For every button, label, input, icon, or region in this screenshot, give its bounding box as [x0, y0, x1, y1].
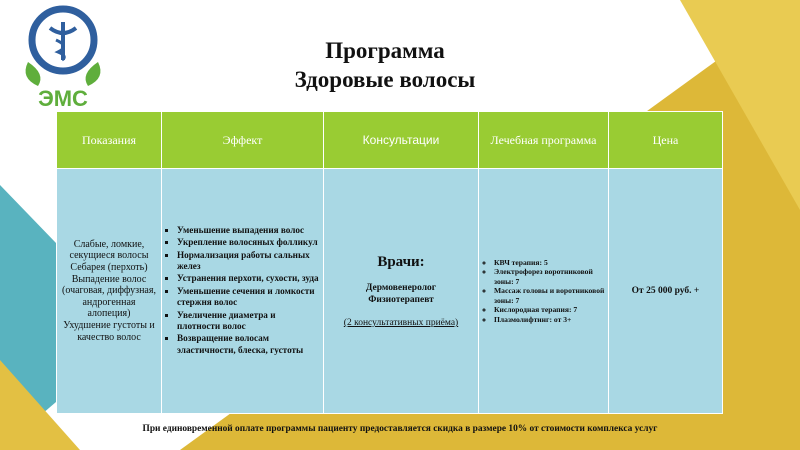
header-effect: Эффект	[162, 112, 324, 169]
doctors-heading: Врачи:	[377, 253, 425, 270]
indication-line: Себарея (перхоть)	[70, 262, 148, 274]
therapy-item: ◦ Плазмолифтинг: от 3+	[494, 315, 605, 324]
header-price: Цена	[609, 112, 723, 169]
therapy-item: ◦ КВЧ терапия: 5	[494, 258, 605, 267]
therapy-item: ◦ Кислородная терапия: 7	[494, 305, 605, 314]
indication-line: (очаговая, диффузная,	[62, 285, 156, 297]
header-therapy-program: Лечебная программа	[479, 112, 609, 169]
effect-item: ▪ Возвращение волосам эластичности, блеска, густоты	[177, 333, 320, 356]
effect-item: ▪ Устранения перхоти, сухости, зуда	[177, 273, 320, 284]
effects-list	[165, 225, 320, 356]
title-line-2: Здоровые волосы	[294, 67, 476, 92]
logo-text: ЭМС	[38, 86, 88, 110]
effect-item: ▪ Уменьшение сечения и ломкости стержня волос	[177, 286, 320, 309]
left-leaf-icon	[26, 62, 41, 86]
indication-line: Выпадение волос	[71, 273, 147, 285]
indications-cell	[57, 169, 162, 414]
page-title	[230, 36, 540, 94]
effect-item: ▪ Увеличение диаметра и плотности волос	[177, 310, 320, 333]
therapy-cell	[479, 169, 609, 414]
indication-line: андрогенная	[82, 296, 136, 308]
discount-footnote: При единовременной оплате программы пациенту предоставляется скидка в размере 10% от стоимости комплекса услуг	[142, 424, 658, 434]
table-header-row	[57, 112, 723, 169]
consultation-count: (2 консультативных приёма)	[343, 318, 459, 329]
therapy-item: ◦ Массаж головы и воротниковой зоны: 7	[494, 286, 605, 305]
indication-line: Ухудшение густоты и	[63, 319, 155, 331]
program-table	[56, 111, 723, 414]
snake-icon	[56, 40, 64, 60]
therapy-item: ◦ Электрофорез воротниковой зоны: 7	[494, 267, 605, 286]
indication-line: секущиеся волосы	[69, 250, 149, 262]
effect-item: ▪ Нормализация работы сальных желез	[177, 250, 320, 273]
indication-line: Слабые, ломкие,	[73, 238, 145, 250]
header-consultations: Консультации	[324, 112, 479, 169]
table-row	[57, 169, 723, 414]
therapy-list	[482, 258, 605, 324]
right-leaf-icon	[86, 62, 101, 86]
effects-cell	[162, 169, 324, 414]
specialist-dermatovenerologist: Дермовенеролог	[365, 282, 437, 293]
indication-line: алопеция)	[87, 308, 131, 320]
company-logo	[16, 4, 110, 110]
title-line-1: Программа	[325, 38, 445, 63]
indication-line: качество волос	[77, 331, 141, 343]
specialist-physiotherapist: Физиотерапевт	[368, 294, 434, 305]
effect-item: ▪ Уменьшение выпадения волос	[177, 225, 320, 236]
effect-item: ▪ Укрепление волосяных фолликул	[177, 237, 320, 248]
header-indications: Показания	[57, 112, 162, 169]
consultations-cell	[324, 169, 479, 414]
price-cell: От 25 000 руб. +	[609, 169, 723, 414]
